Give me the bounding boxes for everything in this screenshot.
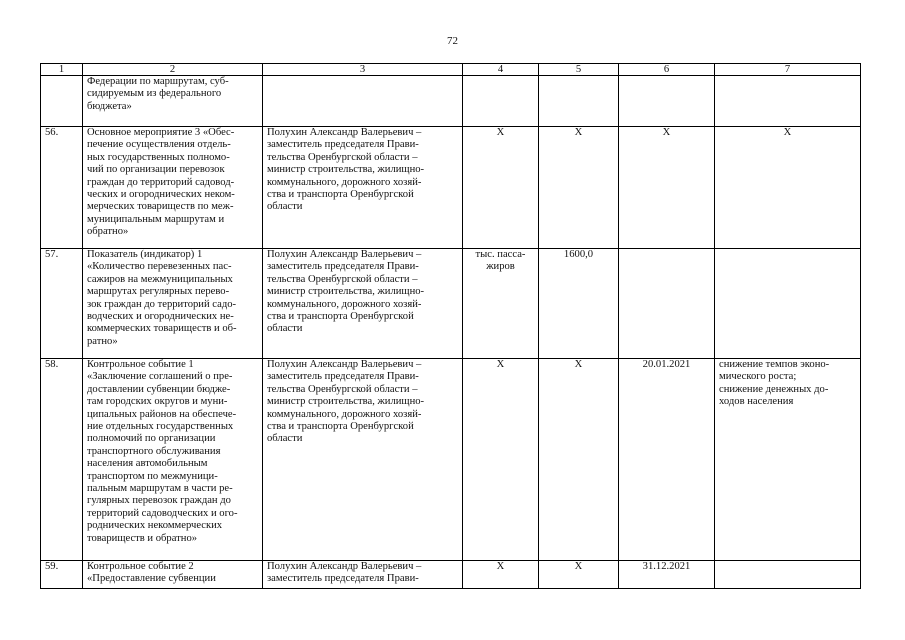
- row-responsible: Полухин Александр Валерьевич – заместитель председателя Прави-: [263, 561, 463, 589]
- column-number: 2: [83, 64, 263, 76]
- row-risks: [715, 249, 861, 359]
- row-risks: [715, 561, 861, 589]
- row-date: 31.12.2021: [619, 561, 715, 589]
- table-row: [41, 76, 861, 127]
- row-date: 20.01.2021: [619, 359, 715, 561]
- row-number: 58.: [41, 359, 83, 561]
- column-number: 3: [263, 64, 463, 76]
- row-number: 56.: [41, 127, 83, 249]
- row-description: Федерации по маршрутам, суб- сидируемым из федерального бюджета»: [83, 76, 263, 127]
- column-number: 7: [715, 64, 861, 76]
- row-number: [41, 76, 83, 127]
- page-number: 72: [447, 35, 458, 47]
- row-unit: [463, 76, 539, 127]
- row-value: X: [539, 561, 619, 589]
- row-responsible: Полухин Александр Валерьевич – заместитель председателя Прави- тельства Оренбургской области – министр строительства, жилищно- коммунального, дорожного хозяй- ства и транспорта Оренбургской области: [263, 359, 463, 561]
- column-number: 1: [41, 64, 83, 76]
- row-date: [619, 249, 715, 359]
- row-responsible: [263, 76, 463, 127]
- row-description: Контрольное событие 2 «Предоставление субвенции: [83, 561, 263, 589]
- row-number: 57.: [41, 249, 83, 359]
- row-unit: X: [463, 359, 539, 561]
- row-risks: снижение темпов эконо- мического роста; снижение денежных до- ходов населения: [715, 359, 861, 561]
- row-date: [619, 76, 715, 127]
- column-number: 6: [619, 64, 715, 76]
- row-description: Основное мероприятие 3 «Обес- печение осуществления отдель- ных государственных полномо- чий по организации перевозок граждан до территорий садовод- ческих и огороднических неком- мерческих товариществ по меж- муниципальным маршрутам и обратно»: [83, 127, 263, 249]
- row-value: X: [539, 127, 619, 249]
- row-value: X: [539, 359, 619, 561]
- row-unit: X: [463, 561, 539, 589]
- table-row: [41, 127, 861, 249]
- row-risks: [715, 76, 861, 127]
- table-row: [41, 359, 861, 561]
- row-description: Контрольное событие 1 «Заключение соглашений о пре- доставлении субвенции бюдже- там городских округов и муни- ципальных районов на обеспече- ние отдельных государственных полномочий по организации транспортного обслуживания населения автомобильным транспортом по межмуници- пальным маршрутам в части ре- гулярных перевозок граждан до территорий садоводческих и ого- роднических некоммерческих товариществ и обратно»: [83, 359, 263, 561]
- row-risks: X: [715, 127, 861, 249]
- row-number: 59.: [41, 561, 83, 589]
- table-row: [41, 561, 861, 589]
- program-table: [40, 63, 861, 589]
- table-row: [41, 249, 861, 359]
- row-description: Показатель (индикатор) 1 «Количество перевезенных пас- сажиров на межмуниципальных маршрутах регулярных перево- зок граждан до территорий садо- водческих и огороднических не- коммерческих товариществ и об- ратно»: [83, 249, 263, 359]
- row-responsible: Полухин Александр Валерьевич – заместитель председателя Прави- тельства Оренбургской области – министр строительства, жилищно- коммунального, дорожного хозяй- ства и транспорта Оренбургской области: [263, 249, 463, 359]
- row-value: [539, 76, 619, 127]
- row-responsible: Полухин Александр Валерьевич – заместитель председателя Прави- тельства Оренбургской области – министр строительства, жилищно- коммунального, дорожного хозяй- ства и транспорта Оренбургской области: [263, 127, 463, 249]
- column-number-row: [41, 64, 861, 76]
- row-value: 1600,0: [539, 249, 619, 359]
- row-date: X: [619, 127, 715, 249]
- column-number: 5: [539, 64, 619, 76]
- row-unit: X: [463, 127, 539, 249]
- row-unit: тыс. пасса- жиров: [463, 249, 539, 359]
- column-number: 4: [463, 64, 539, 76]
